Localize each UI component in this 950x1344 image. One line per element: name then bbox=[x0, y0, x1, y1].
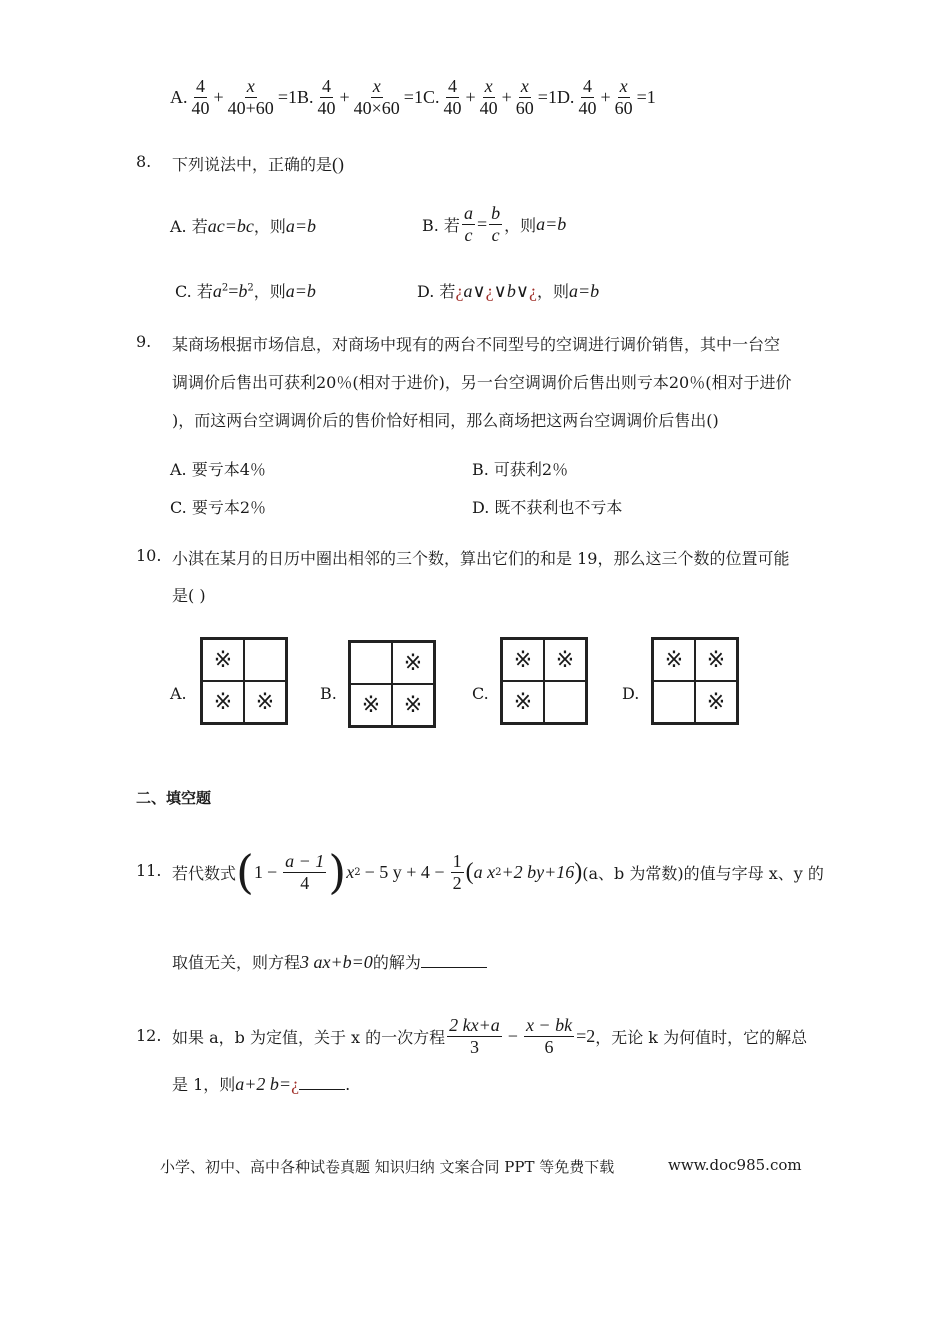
grid-cell: ※ bbox=[244, 681, 286, 723]
q12-frac1: $\frac{2 kx+a}{3}$ bbox=[449, 1014, 500, 1057]
q10-grid-a bbox=[200, 637, 288, 725]
footer-text: 小学、初中、高中各种试卷真题 知识归纳 文案合同 PPT 等免费下载 bbox=[160, 1158, 615, 1176]
q12-line2: 是 1，则a+2 b=¿ . bbox=[172, 1074, 351, 1094]
q9-option-b: B. 可获利2％ bbox=[472, 460, 569, 479]
q9-line3: )，而这两台空调调价后的售价恰好相同，那么商场把这两台空调调价后售出() bbox=[172, 411, 719, 430]
grid-cell bbox=[350, 642, 392, 684]
answer-blank[interactable] bbox=[299, 1089, 345, 1090]
q7-a-frac1: $\frac{4}{40}$ bbox=[191, 75, 210, 118]
q12-frac2: $\frac{x - bk}{6}$ bbox=[525, 1014, 573, 1057]
section-title: 二、填空题 bbox=[136, 789, 212, 807]
q10-label-a: A. bbox=[170, 684, 187, 703]
q7-label-c: 1C. bbox=[413, 86, 440, 107]
grid-cell: ※ bbox=[350, 684, 392, 726]
q9-option-c: C. 要亏本2％ bbox=[170, 498, 267, 517]
q7-label-d: 1D. bbox=[547, 86, 575, 107]
q10-label-d: D. bbox=[622, 684, 640, 703]
q7-b-frac1: $\frac{4}{40}$ bbox=[317, 75, 336, 118]
q8-option-d: D. 若¿a∨¿∨b∨¿，则a=b bbox=[417, 281, 600, 301]
footer-url[interactable]: www.doc985.com bbox=[668, 1156, 802, 1174]
q10-line1: 小淇在某月的日历中圈出相邻的三个数，算出它们的和是 19，那么这三个数的位置可能 bbox=[172, 549, 790, 568]
grid-cell: ※ bbox=[695, 681, 737, 723]
grid-cell: ※ bbox=[653, 639, 695, 681]
q9-line1: 某商场根据市场信息，对商场中现有的两台不同型号的空调进行调价销售，其中一台空 bbox=[172, 335, 781, 354]
grid-cell bbox=[544, 681, 586, 723]
q10-number: 10. bbox=[136, 546, 162, 565]
q8-stem: 下列说法中，正确的是() bbox=[172, 154, 345, 174]
q8-number: 8. bbox=[136, 152, 152, 171]
q9-line2: 调调价后售出可获利20％(相对于进价)，另一台空调调价后售出则亏本20％(相对于进价 bbox=[172, 373, 792, 392]
q10-grid-c bbox=[500, 637, 588, 725]
grid-cell: ※ bbox=[392, 642, 434, 684]
q12-number: 12. bbox=[136, 1026, 162, 1045]
q11-expression: 若代数式 ( 1 − $\frac{a - 1}{4}$ ) x 2 − 5 y + 4 − $\frac{1}{2}$ ( a x 2 +2 by+16 ) (a、b 为常数)的值与字母 x、y 的 bbox=[172, 845, 824, 899]
grid-cell: ※ bbox=[202, 639, 244, 681]
q7-d-frac1: $\frac{4}{40}$ bbox=[578, 75, 597, 118]
q10-grid-b bbox=[348, 640, 436, 728]
q12-expression: 如果 a，b 为定值，关于 x 的一次方程 $\frac{2 kx+a}{3}$ − $\frac{x - bk}{6}$ =2 ，无论 k 为何值时，它的解总 bbox=[172, 1014, 808, 1057]
q8-option-b: B. 若 $\frac{a}{c}$ = $\frac{b}{c}$ ，则 a=b bbox=[422, 202, 567, 245]
q9-number: 9. bbox=[136, 332, 152, 351]
q11-half: $\frac{1}{2}$ bbox=[452, 850, 462, 893]
grid-cell: ※ bbox=[502, 639, 544, 681]
q11-number: 11. bbox=[136, 861, 162, 880]
q10-label-c: C. bbox=[472, 684, 489, 703]
q10-label-b: B. bbox=[320, 684, 337, 703]
q8-b-frac1: $\frac{a}{c}$ bbox=[463, 202, 473, 245]
grid-cell: ※ bbox=[502, 681, 544, 723]
q11-line2: 取值无关，则方程3 ax+b=0的解为 bbox=[172, 950, 487, 973]
q8-b-frac2: $\frac{b}{c}$ bbox=[491, 202, 501, 245]
q9-option-a: A. 要亏本4％ bbox=[170, 460, 266, 479]
q7-a-frac2: $\frac{x}{40+60}$ bbox=[227, 75, 274, 118]
q11-frac: $\frac{a - 1}{4}$ bbox=[285, 850, 325, 893]
q7-options: A. $\frac{4}{40}$ + $\frac{x}{40+60}$ = 1B. $\frac{4}{40}$ + $\frac{x}{40\times 60}$ = 1C. $\frac{4}{40}$ + $\frac{x}{40}$ + $\frac{x}{60}$ = 1D. $\frac{4}{40}$ + $\frac{x}{60}$ = 1 bbox=[170, 75, 656, 118]
grid-cell: ※ bbox=[695, 639, 737, 681]
q7-c-frac2: $\frac{x}{40}$ bbox=[479, 75, 498, 118]
q7-d-frac2: $\frac{x}{60}$ bbox=[614, 75, 633, 118]
q7-c-frac3: $\frac{x}{60}$ bbox=[515, 75, 534, 118]
q8-option-a: A. 若ac=bc，则a=b bbox=[170, 216, 317, 236]
grid-cell bbox=[653, 681, 695, 723]
q10-line2: 是( ) bbox=[172, 586, 206, 605]
grid-cell: ※ bbox=[202, 681, 244, 723]
q7-label-b: 1B. bbox=[287, 86, 314, 107]
q9-option-d: D. 既不获利也不亏本 bbox=[472, 498, 623, 517]
grid-cell bbox=[244, 639, 286, 681]
grid-cell: ※ bbox=[392, 684, 434, 726]
q7-label-a: A. bbox=[170, 86, 188, 107]
q10-grid-d bbox=[651, 637, 739, 725]
answer-blank[interactable] bbox=[421, 967, 487, 968]
grid-cell: ※ bbox=[544, 639, 586, 681]
q7-b-frac2: $\frac{x}{40\times 60}$ bbox=[353, 75, 400, 118]
q7-c-frac1: $\frac{4}{40}$ bbox=[443, 75, 462, 118]
q8-option-c: C. 若$a^2=b^2$，则a=b bbox=[175, 281, 316, 301]
